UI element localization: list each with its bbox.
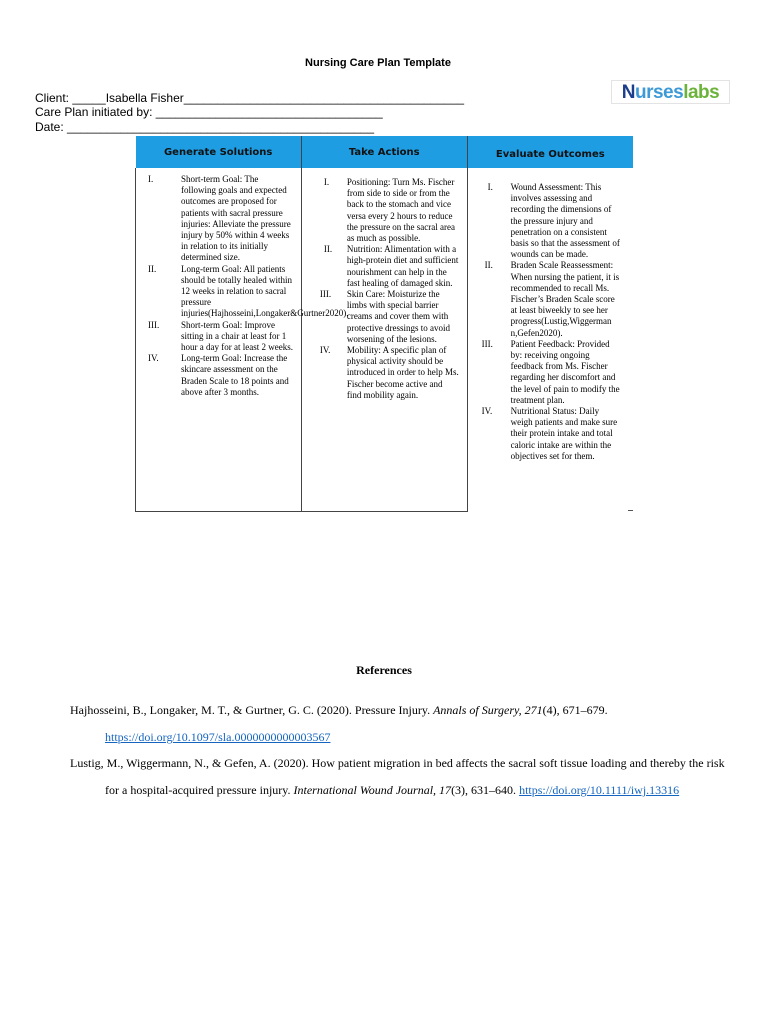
list-item: II. Long-term Goal: All patients should be totally healed within 12 weeks in relation to sacral pressure injuries(Hajhosseini,Longaker&Gurtner2020). xyxy=(148,263,349,319)
evaluate-outcomes-cell xyxy=(467,168,633,512)
header-generate-solutions: Generate Solutions xyxy=(136,136,302,168)
care-plan-table xyxy=(135,136,633,512)
list-item: III. Skin Care: Moisturize the limbs with special barrier creams and cover them with protective dressings to avoid worsening of the lesions. xyxy=(319,289,451,344)
generate-solutions-cell xyxy=(136,168,349,512)
list-item: I. Short-term Goal: The following goals and expected outcomes are proposed for patients with sacral pressure injuries: Alleviate the pressure injury by 50% within 4 weeks in relation to its initially determined size. xyxy=(148,174,291,263)
logo-letter-u: u xyxy=(634,81,647,103)
reference-doi-link[interactable]: https://doi.org/10.1111/iwj.13316 xyxy=(519,783,680,797)
logo-letter-n: N xyxy=(621,81,635,103)
header-take-actions: Take Actions xyxy=(301,136,467,168)
page-title: Nursing Care Plan Template xyxy=(305,57,451,69)
take-actions-cell xyxy=(301,168,467,512)
take-actions-list xyxy=(302,177,467,401)
references-heading: References xyxy=(356,663,412,677)
list-item: II. Nutrition: Alimentation with a high-protein diet and sufficient nourishment can help in the fast healing of damaged skin. xyxy=(323,244,459,288)
client-line: Client: _____Isabella Fisher__________________________________________ xyxy=(35,91,465,105)
date-line: Date: ______________________________________________ xyxy=(35,119,375,134)
evaluate-outcomes-list xyxy=(468,182,633,462)
list-item: IV. Mobility: A specific plan of physical activity should be introduced in order to help Ms. Fischer become active and find mobility again. xyxy=(319,345,459,400)
logo-text-rses: rses xyxy=(646,81,684,103)
list-item: I. Positioning: Turn Ms. Fischer from side to side or from the back to the stomach and vice versa every 2 hours to reduce the pressure on the sacral area as much as possible. xyxy=(323,177,456,244)
reference-entry: Lustig, M., Wiggermann, N., & Gefen, A. (2020). How patient migration in bed affects the sacral soft tissue loading and thereby the risk for a hospital-acquired pressure injury. International Wound Journal, 17(3), 631–640. https://doi.org/10.1111/iwj.13316 xyxy=(70,756,725,797)
list-item: I. Wound Assessment: This involves assessing and recording the dimensions of the pressure injury and penetration on a consistent basis so that the assessment of wounds can be made. xyxy=(487,182,620,260)
list-item: II. Braden Scale Reassessment: When nursing the patient, it is recommended to recall Ms. Fischer’s Braden Scale score at least biweekly to see her progress(Lustig,Wiggerman n,Gefen2020). xyxy=(484,260,620,338)
header-evaluate-outcomes: Evaluate Outcomes xyxy=(467,136,633,168)
table-corner-mark xyxy=(628,510,633,511)
list-item: III. Short-term Goal: Improve sitting in a chair at least for 1 hour a day for at least 2 weeks. xyxy=(148,319,293,353)
care-plan-initiated-line: Care Plan initiated by: __________________________________ xyxy=(35,105,383,120)
reference-doi-link[interactable]: https://doi.org/10.1097/sla.0000000000003567 xyxy=(105,730,331,744)
generate-solutions-list xyxy=(136,174,349,398)
reference-entry: Hajhosseini, B., Longaker, M. T., & Gurtner, G. C. (2020). Pressure Injury. Annals of Surgery, 271(4), 671–679. https://doi.org/10.1097/sla.0000000000003567 xyxy=(70,703,608,744)
header-fields xyxy=(35,91,464,134)
list-item: IV. Long-term Goal: Increase the skincare assessment on the Braden Scale to 18 points and above after 3 months. xyxy=(148,353,289,397)
logo-text-labs: labs xyxy=(683,81,720,103)
list-item: IV. Nutritional Status: Daily weigh patients and make sure their protein intake and total caloric intake are within the objectives set for them. xyxy=(481,406,618,461)
list-item: III. Patient Feedback: Provided by: receiving ongoing feedback from Ms. Fischer regarding her discomfort and the level of pain to modify the treatment plan. xyxy=(481,338,620,405)
nurseslabs-logo[interactable] xyxy=(611,80,730,104)
